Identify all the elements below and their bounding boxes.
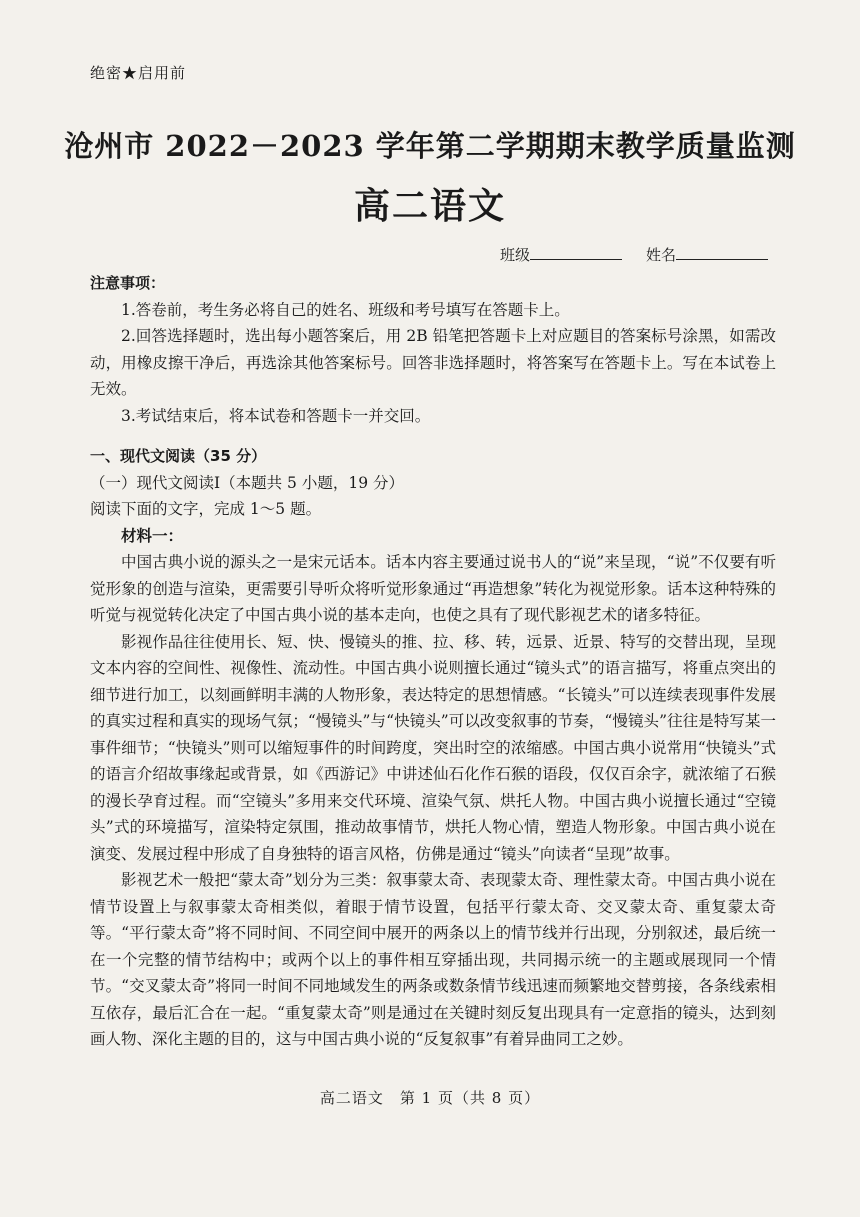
class-name-fields xyxy=(500,244,768,265)
class-blank xyxy=(530,245,622,260)
exam-body xyxy=(90,270,776,1053)
page-footer: 高二语文 第 1 页（共 8 页） xyxy=(319,1089,541,1107)
notice-heading: 注意事项： xyxy=(90,274,166,292)
sub-section-heading: （一）现代文阅读Ⅰ（本题共 5 小题，19 分） xyxy=(90,473,404,492)
notice-item-1: 1.答卷前，考生务必将自己的姓名、班级和考号填写在答题卡上。 xyxy=(121,300,570,319)
class-label: 班级 xyxy=(499,246,530,264)
confidential-label: 绝密★启用前 xyxy=(90,64,187,82)
material-label: 材料一： xyxy=(121,525,184,545)
name-label: 姓名 xyxy=(645,246,676,264)
notice-item-2: 2.回答选择题时，选出每小题答案后，用 2B 铅笔把答题卡上对应题目的答案标号涂黑，如需改动，用橡皮擦干净后，再选涂其他答案标号。回答非选择题时，将答案写在答题卡上。写在本试卷上无效。 xyxy=(90,327,776,398)
material-paragraph-2: 影视作品往往使用长、短、快、慢镜头的推、拉、移、转，远景、近景、特写的交替出现，呈现文本内容的空间性、视像性、流动性。中国古典小说则擅长通过“镜头式”的语言描写，将重点突出的细节进行加工，以刻画鲜明丰满的人物形象，表达特定的思想情感。“长镜头”可以连续表现事件发展的真实过程和真实的现场气氛；“慢镜头”与“快镜头”可以改变叙事的节奏，“慢镜头”往往是特写某一事件细节；“快镜头”则可以缩短事件的时间跨度，突出时空的浓缩感。中国古典小说常用“快镜头”式的语言介绍故事缘起或背景，如《西游记》中讲述仙石化作石猴的语段，仅仅百余字，就浓缩了石猴的漫长孕育过程。而“空镜头”多用来交代环境、渲染气氛、烘托人物。中国古典小说擅长通过“空镜头”式的环境描写，渲染特定氛围，推动故事情节，烘托人物心情，塑造人物形象。中国古典小说在演变、发展过程中形成了自身独特的语言风格，仿佛是通过“镜头”向读者“呈现”故事。 xyxy=(90,632,776,863)
reading-instruction: 阅读下面的文字，完成 1～5 题。 xyxy=(90,500,322,518)
name-blank xyxy=(676,245,768,260)
section-heading: 一、现代文阅读（35 分） xyxy=(90,447,267,465)
exam-title: 沧州市 2022－2023 学年第二学期期末教学质量监测 xyxy=(64,129,796,163)
material-paragraph-1: 中国古典小说的源头之一是宋元话本。话本内容主要通过说书人的“说”来呈现，“说”不仅要有听觉形象的创造与渲染，更需要引导听众将听觉形象通过“再造想象”转化为视觉形象。话本这种特殊的听觉与视觉转化决定了中国古典小说的基本走向，也使之具有了现代影视艺术的诸多特征。 xyxy=(90,553,776,624)
material-paragraph-3: 影视艺术一般把“蒙太奇”划分为三类：叙事蒙太奇、表现蒙太奇、理性蒙太奇。中国古典小说在情节设置上与叙事蒙太奇相类似，着眼于情节设置，包括平行蒙太奇、交叉蒙太奇、重复蒙太奇等。“平行蒙太奇”将不同时间、不同空间中展开的两条以上的情节线并行出现，分别叙述，最后统一在一个完整的情节结构中；或两个以上的事件相互穿插出现，共同揭示统一的主题或展现同一个情节。“交叉蒙太奇”将同一时间不同地域发生的两条或数条情节线迅速而频繁地交替剪接，各条线索相互依存，最后汇合在一起。“重复蒙太奇”则是通过在关键时刻反复出现具有一定意指的镜头，达到刻画人物、深化主题的目的，这与中国古典小说的“反复叙事”有着异曲同工之妙。 xyxy=(90,871,776,1048)
exam-subject: 高二语文 xyxy=(353,186,506,227)
notice-item-3: 3.考试结束后，将本试卷和答题卡一并交回。 xyxy=(121,406,431,425)
